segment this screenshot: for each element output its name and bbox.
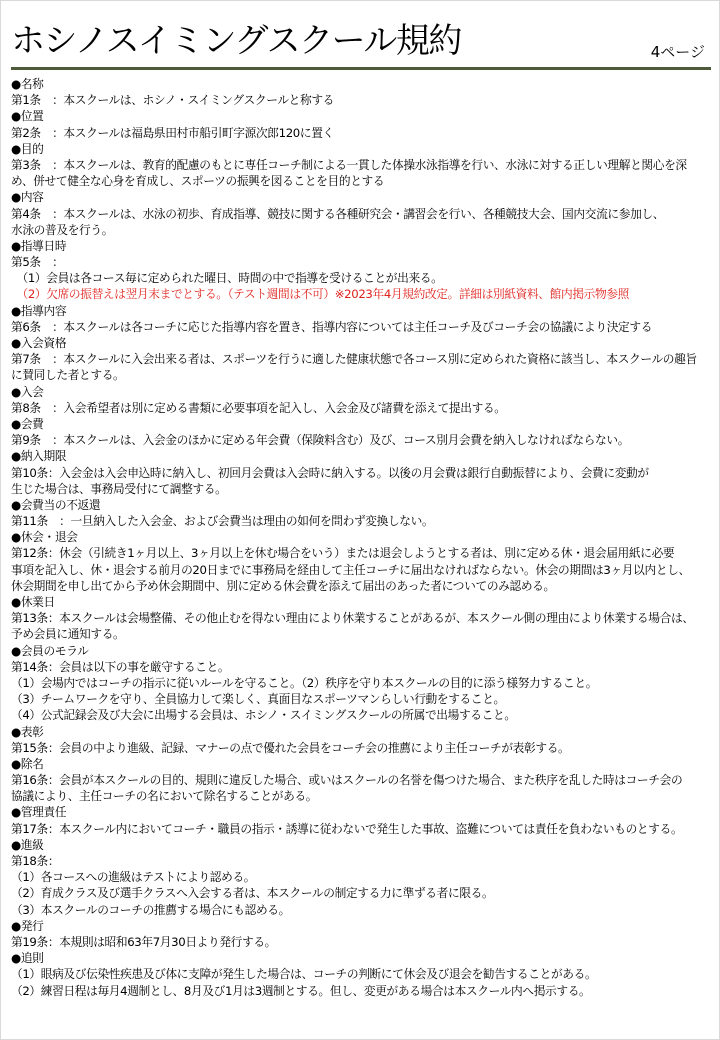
text-line: に賛同した者とする。 [11,368,125,383]
text-line: 生じた場合は、事務局受付にて調整する。 [11,481,227,496]
list-item: （4）公式記録会及び大会に出場する会員は、ホシノ・スイミングスクールの所属で出場すること。 [11,708,516,723]
section-heading: ●表彰 [11,724,44,739]
section-heading: ●内容 [11,190,44,205]
text-line: 休会期間を申し出てから予め休会期間中、別に定める休会費を添えて届出のあった者についてのみ認める。 [11,578,555,593]
article-text: 第4条 ：本スクールは、水泳の初歩、育成指導、競技に関する各種研究会・講習会を行い、各種競技大会、国内交流に参加し、 [11,206,665,221]
section-heading: ●除名 [11,756,44,771]
article-text: 第11条 ：一旦納入した入会金、および会費当は理由の如何を問わず変換しない。 [11,514,434,529]
section-heading: ●名称 [11,77,44,91]
article-text: 第2条 ：本スクールは福島県田村市船引町字源次郎120に置く [11,125,334,140]
section-heading: ●指導内容 [11,303,67,318]
list-item: （2）欠席の振替えは翌月末までとする。（テスト週間は不可）※2023年4月規約改定。詳細は別紙資料、館内掲示物参照 [11,287,630,302]
section-heading: ●入会 [11,384,44,399]
article-text: 第12条：休会（引続き1ヶ月以上、3ヶ月以上を休む場合をいう）または退会しようとする者は、別に定める休・退会届用紙に必要 [11,546,675,561]
list-item: （2）練習日程は毎月4週制とし、8月及び1月は3週制とする。但し、変更がある場合は本スクール内へ掲示する。 [11,983,591,998]
section-heading: ●会員のモラル [11,643,89,658]
text-line: め、併せて健全な心身を育成し、スポーツの振興を図ることを目的とする [11,174,385,189]
article-text: 第8条 ：入会希望者は別に定める書類に必要事項を記入し、入会金及び諸費を添えて提出する。 [11,400,506,415]
article-text: 第1条 ：本スクールは、ホシノ・スイミングスクールと称する [11,93,335,108]
section-heading: ●休業日 [11,595,55,609]
article-text: 第13条：本スクールは会場整備、その他止むを得ない理由により休業することがあるが、本スクール側の理由により休業する場合は、 [11,611,694,626]
section-heading: ●休会・退会 [11,530,78,545]
article-text: 第5条 ： [11,255,64,270]
list-item: （3）チームワークを守り、全員協力して楽しく、真面目なスポーツマンらしい行動をすること。 [11,692,505,707]
article-text: 第17条：本スクール内においてコーチ・職員の指示・誘導に従わないで発生した事故、盗難については責任を負わないものとする。 [11,821,683,836]
section-heading: ●会費 [11,416,44,431]
section-heading: ●追則 [11,951,44,966]
text-line: 水泳の普及を行う。 [11,222,114,237]
text-line: 予め会員に通知する。 [11,627,125,642]
list-item: （1）眼病及び伝染性疾患及び体に支障が発生した場合は、コーチの判断にて休会及び退会を勧告することがある。 [11,967,597,982]
section-heading: ●会費当の不返還 [11,497,101,512]
section-heading: ●指導日時 [11,238,67,253]
section-heading: ●管理責任 [11,805,67,820]
article-text: 第14条：会員は以下の事を厳守すること。 [11,659,230,674]
article-text: 第3条 ：本スクールは、教育的配慮のもとに専任コーチ制による一貫した体操水泳指導を行い、水泳に対する正しい理解と関心を深 [11,157,687,172]
list-item: （1）会場内ではコーチの指示に従いルールを守ること。（2）秩序を守り本スクールの目的に添う様努力すること。 [11,675,598,690]
text-line: 事項を記入し、休・退会する前月の20日までに事務局を経由して主任コーチに届出なければならない。休会の期間は3ヶ月以内とし、 [11,562,690,577]
list-item: （3）本スクールのコーチの推薦する場合にも認める。 [11,902,290,917]
page-number: 4ページ [650,43,705,61]
article-text: 第6条 ：本スクールは各コーチに応じた指導内容を置き、指導内容については主任コーチ及びコーチ会の協議により決定する [11,319,653,334]
text-line: 協議により、主任コーチの名において除名することがある。 [11,789,318,804]
section-heading: ●入会資格 [11,336,67,350]
article-text: 第18条： [11,854,60,868]
section-heading: ●進級 [11,837,44,852]
list-item: （2）育成クラス及び選手クラスへ入会する者は、本スクールの制定する力に準ずる者に限る。 [11,886,494,901]
article-text: 第19条：本規則は昭和63年7月30日より発行する。 [11,934,277,949]
article-text: 第10条：入会金は入会申込時に納入し、初回月会費は入会時に納入する。以後の月会費は銀行自動振替により、会費に変動が [11,465,649,480]
article-text: 第15条：会員の中より進級、記録、マナーの点で優れた会員をコーチ会の推薦により主任コーチが表彰する。 [11,740,570,755]
header-rule [11,67,711,70]
section-heading: ●発行 [11,918,44,933]
article-text: 第7条 ：本スクールに入会出来る者は、スポーツを行うに適した健康状態で各コース別に定められた資格に該当し、本スクールの趣旨 [11,352,697,367]
list-item: （1）各コースへの進級はテストにより認める。 [11,870,256,885]
rules-body [11,76,711,999]
page-header [11,19,711,69]
page-title: ホシノスイミングスクール規約 [11,21,461,61]
section-heading: ●納入期限 [11,449,67,464]
article-text: 第16条：会員が本スクールの目的、規則に違反した場合、或いはスクールの名誉を傷つけた場合、また秩序を乱した時はコーチ会の [11,773,683,788]
article-text: 第9条 ：本スクールは、入会金のほかに定める年会費（保険料含む）及び、コース別月会費を納入しなければならない。 [11,433,630,448]
list-item: （1）会員は各コース毎に定められた曜日、時間の中で指導を受けることが出来る。 [11,271,443,286]
section-heading: ●位置 [11,109,44,124]
section-heading: ●目的 [11,141,44,156]
